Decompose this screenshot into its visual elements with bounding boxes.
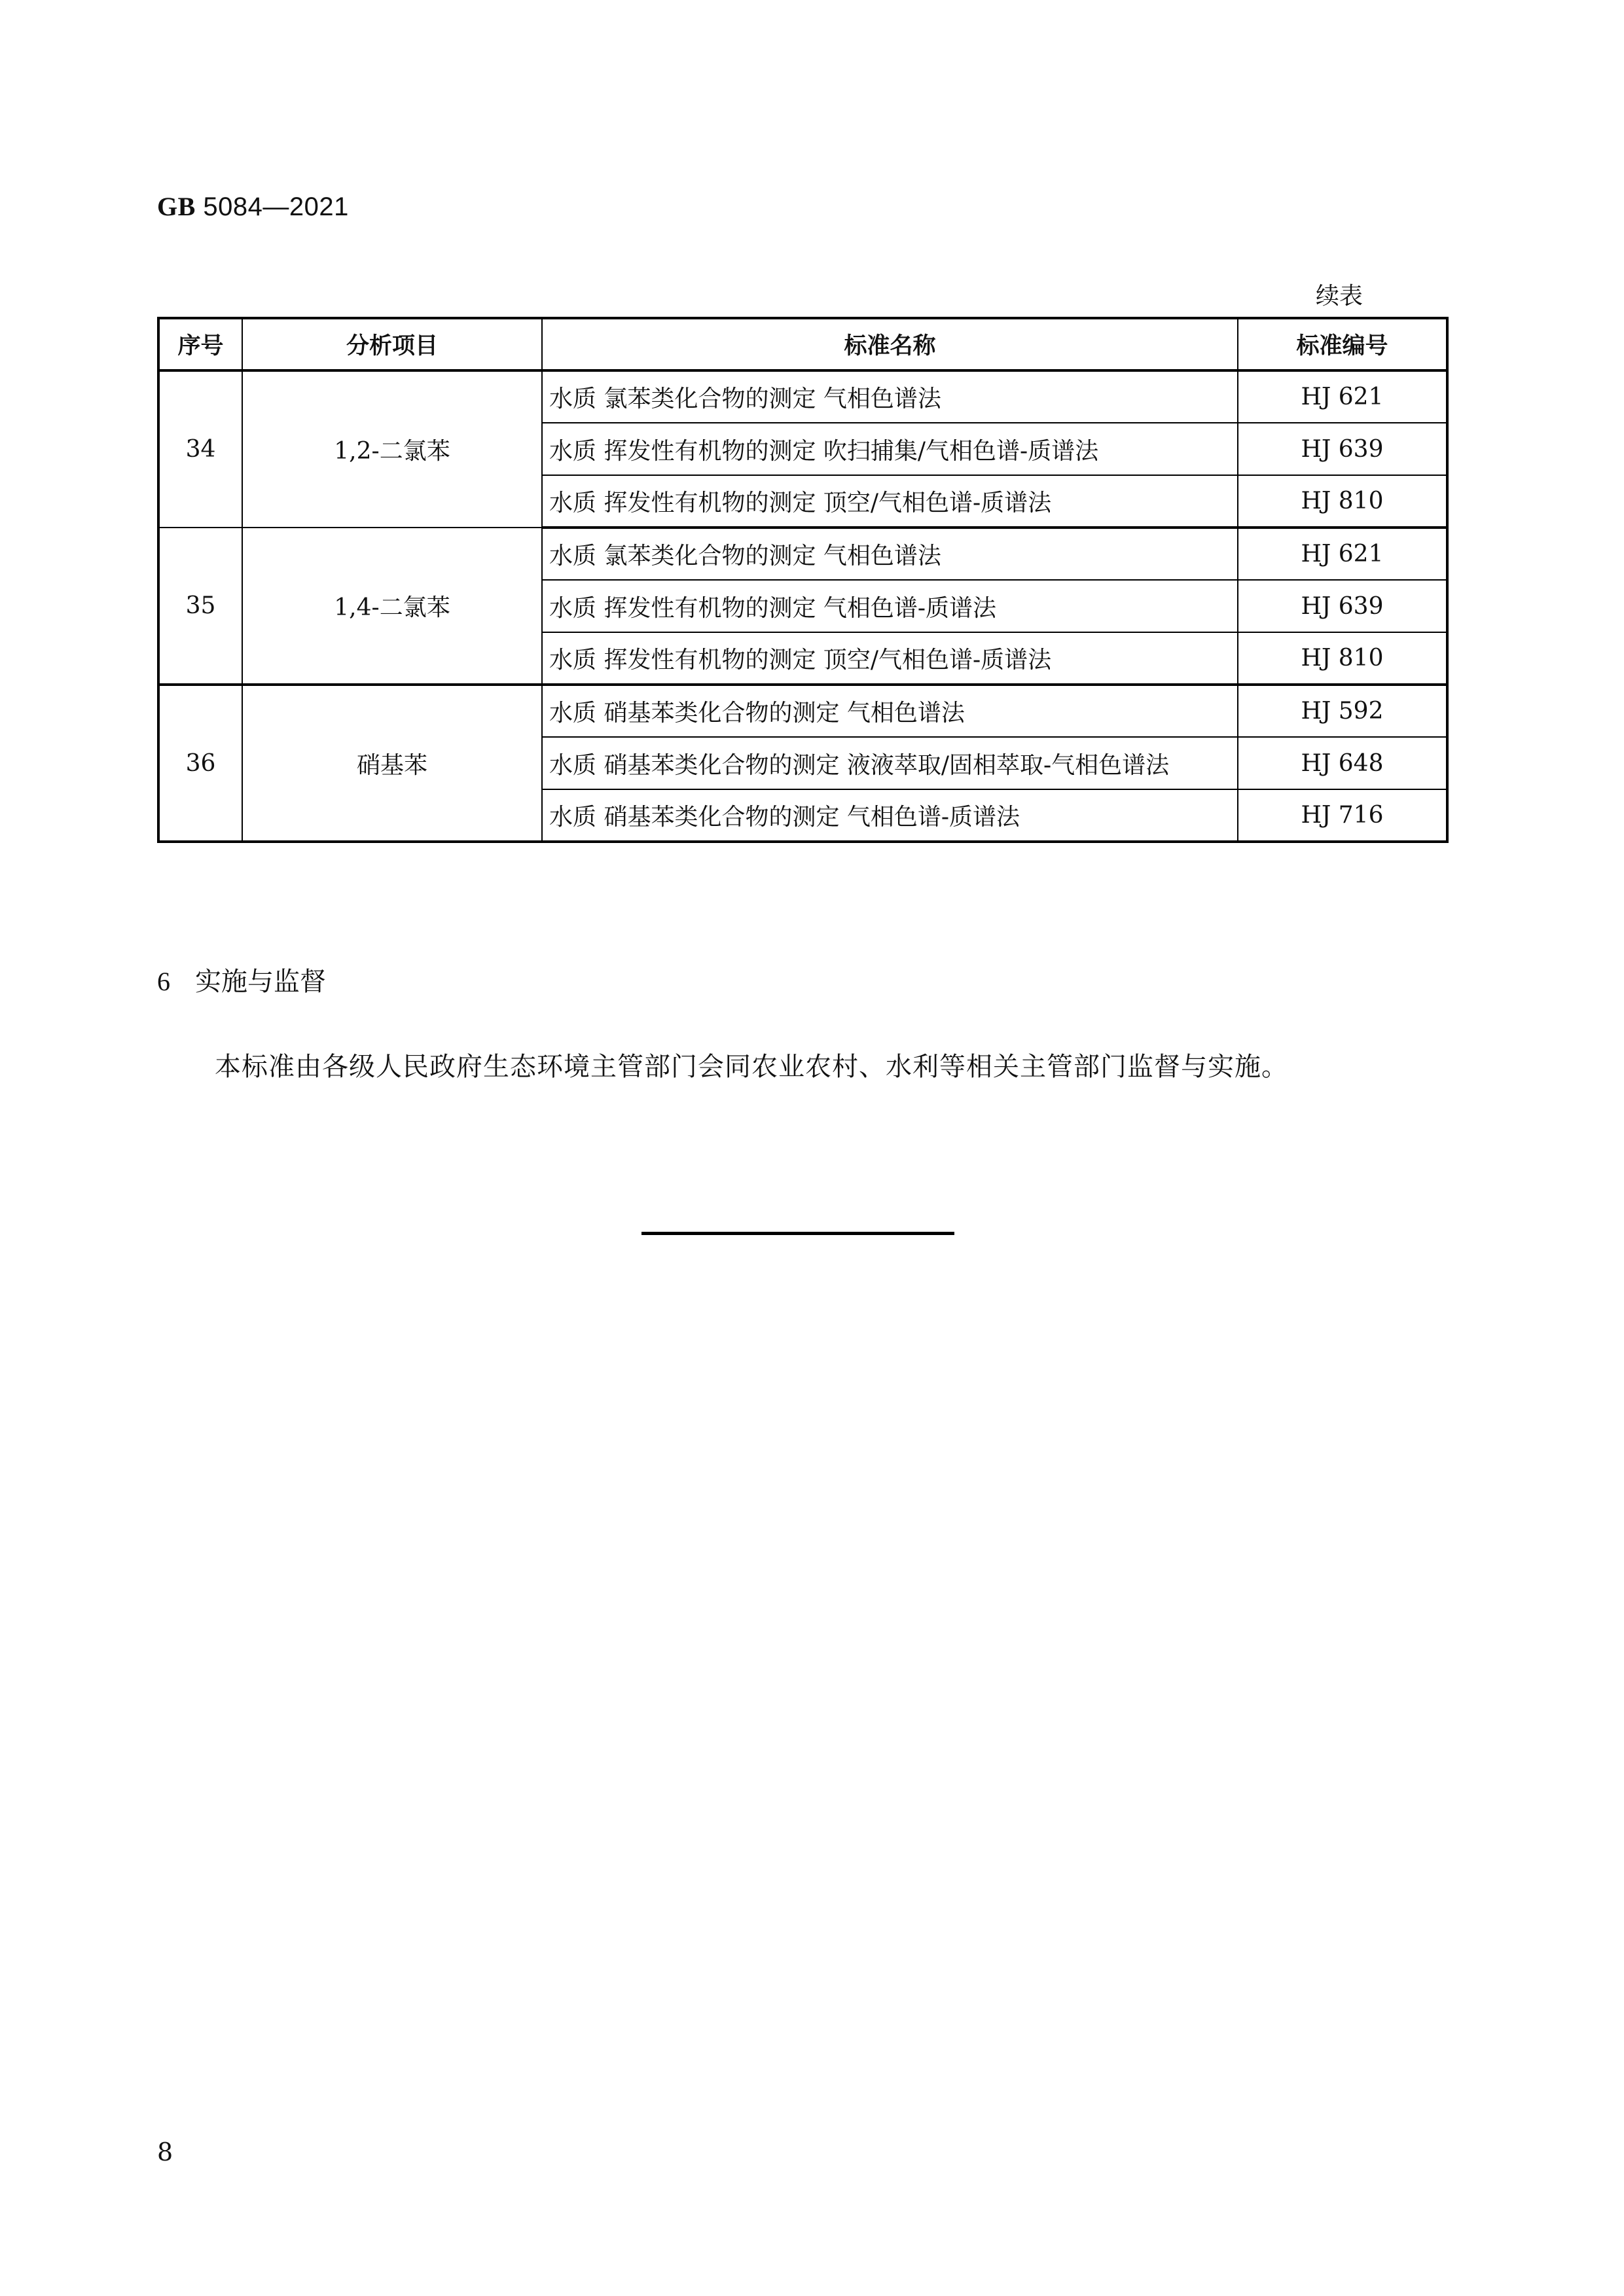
standard-code-cell: HJ 716 [1238,789,1447,842]
serial-cell: 34 [158,370,242,528]
standard-name-cell: 水质 挥发性有机物的测定 顶空/气相色谱-质谱法 [542,632,1238,685]
standard-code-cell: HJ 648 [1238,737,1447,789]
page-number: 8 [157,2138,173,2166]
table-row [158,370,1447,423]
analysis-item-cell: 硝基苯 [242,685,542,842]
section-title: 实施与监督 [195,967,326,997]
standard-code-cell: HJ 810 [1238,632,1447,685]
standard-name-cell: 水质 氯苯类化合物的测定 气相色谱法 [542,370,1238,423]
standard-name-cell: 水质 挥发性有机物的测定 气相色谱-质谱法 [542,580,1238,632]
standard-name-cell: 水质 氯苯类化合物的测定 气相色谱法 [542,528,1238,580]
standard-name-cell: 水质 挥发性有机物的测定 顶空/气相色谱-质谱法 [542,475,1238,528]
standard-name-cell: 水质 硝基苯类化合物的测定 气相色谱法 [542,685,1238,737]
section-heading [157,961,326,998]
document-code-prefix: GB [157,192,196,221]
end-of-document-rule [641,1232,954,1235]
standard-code-cell: HJ 621 [1238,370,1447,423]
header-standard-code: 标准编号 [1238,318,1447,370]
serial-cell: 36 [158,685,242,842]
standard-code-cell: HJ 810 [1238,475,1447,528]
header-standard-name: 标准名称 [542,318,1238,370]
standard-code-cell: HJ 592 [1238,685,1447,737]
section-number: 6 [157,967,170,996]
standard-name-cell: 水质 硝基苯类化合物的测定 气相色谱-质谱法 [542,789,1238,842]
analysis-item-cell: 1,2-二氯苯 [242,370,542,528]
header-analysis-item: 分析项目 [242,318,542,370]
standard-name-cell: 水质 挥发性有机物的测定 吹扫捕集/气相色谱-质谱法 [542,423,1238,475]
header-serial: 序号 [158,318,242,370]
section-paragraph: 本标准由各级人民政府生态环境主管部门会同农业农村、水利等相关主管部门监督与实施。 [215,1052,1288,1082]
standard-name-cell: 水质 硝基苯类化合物的测定 液液萃取/固相萃取-气相色谱法 [542,737,1238,789]
analysis-item-cell: 1,4-二氯苯 [242,528,542,685]
table-row [158,685,1447,737]
standard-code-cell: HJ 639 [1238,423,1447,475]
table-header-row [158,318,1447,370]
document-code-number: 5084—2021 [203,192,349,221]
document-code [157,191,349,222]
standards-table [157,317,1449,843]
table-continued-label: 续表 [1316,283,1363,310]
standard-code-cell: HJ 639 [1238,580,1447,632]
serial-cell: 35 [158,528,242,685]
standard-code-cell: HJ 621 [1238,528,1447,580]
table-row [158,528,1447,580]
